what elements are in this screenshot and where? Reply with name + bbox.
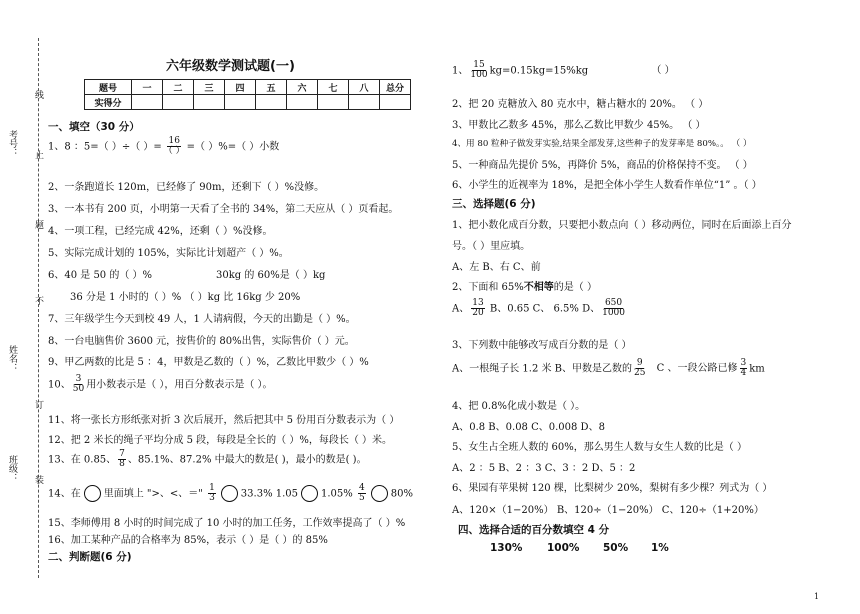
s3-question-6: 6、果园有苹果树 120 棵，比梨树少 20%，梨树有多少棵？列式为（ ）	[452, 483, 773, 494]
fraction	[208, 484, 216, 504]
denominator: 50	[72, 384, 85, 395]
score-table	[84, 79, 411, 110]
fraction	[634, 359, 645, 379]
s3-question-1b: 号。（ ）里应填。	[452, 241, 531, 252]
q-text: 的是（ ）	[553, 282, 597, 293]
score-cell: 一	[132, 80, 163, 95]
denominator: 20	[472, 308, 484, 319]
denominator: 25	[634, 368, 646, 379]
s3-question-2	[452, 278, 597, 293]
s1-question-6a: 6、40 是 50 的（ ）%	[48, 270, 153, 281]
s4-option: 1%	[651, 542, 669, 554]
score-input-cell[interactable]	[380, 95, 411, 110]
q-text: A、	[452, 303, 470, 315]
score-input-cell[interactable]	[225, 95, 256, 110]
binding-dashed-line	[38, 38, 39, 578]
q-text: C 、一段公路已修	[656, 363, 738, 375]
score-input-cell[interactable]	[194, 95, 225, 110]
score-table-score-row	[85, 95, 411, 110]
answer-circle[interactable]	[371, 485, 388, 502]
q-text: 1.05%	[321, 488, 353, 500]
numerator: 7	[119, 449, 125, 459]
q-text: 里面填上 ">、<、＝"	[103, 488, 203, 500]
page-title: 六年级数学测试题(一)	[166, 59, 295, 74]
fraction	[164, 137, 185, 157]
section-1-heading: 一、填空（30 分）	[48, 121, 140, 133]
score-cell: 七	[318, 80, 349, 95]
numerator: 3	[75, 374, 82, 384]
s1-question-8: 8、一台电脑售价 3600 元，按售价的 80%出售，实际售价（ ）元。	[48, 336, 355, 347]
denominator: （ ）	[163, 146, 185, 157]
denominator: 5	[358, 493, 365, 504]
name-label: 姓名：	[7, 345, 17, 372]
s2-question-6: 6、小学生的近视率为 18%，是把全体小学生人数看作单位“1” 。（ ）	[452, 180, 762, 191]
s3-question-4-options: A、0.8 B、0.08 C、0.008 D、8	[452, 422, 605, 433]
s3-question-6-options: A、120×（1−20%） B、120÷（1−20%） C、120÷（1+20%）	[452, 505, 764, 516]
score-input-cell[interactable]	[318, 95, 349, 110]
s1-question-3: 3、一本书有 200 页，小明第一天看了全书的 34%，第二天应从（ ）页看起。	[48, 204, 399, 215]
section-3-heading: 三、选择题(6 分)	[452, 198, 536, 210]
s1-question-1	[48, 137, 279, 157]
s1-question-9: 9、甲乙两数的比是 5 ：4，甲数是乙数的（ ）%，乙数比甲数少（ ）%	[48, 357, 369, 368]
margin-char-zhi: 止	[33, 150, 43, 159]
q-text: B、0.65 C、 6.5% D、	[486, 303, 601, 315]
q-text: km	[749, 363, 765, 375]
numerator: 650	[604, 298, 623, 308]
score-input-cell[interactable]	[349, 95, 380, 110]
answer-circle[interactable]	[84, 485, 101, 502]
s2-question-5: 5、一种商品先提价 5%，再降价 5%，商品的价格保持不变。 （ ）	[452, 160, 753, 171]
s3-question-4: 4、把 0.8%化成小数是（ ）。	[452, 401, 586, 412]
q-text: 80%	[390, 488, 413, 500]
s3-question-5: 5、女生占全班人数的 60%，那么男生人数与女生人数的比是（ ）	[452, 442, 747, 453]
score-cell: 题号	[85, 80, 132, 95]
margin-char-ti: 题	[33, 220, 43, 229]
s1-question-6b: 30kg 的 60%是（ ）kg	[216, 270, 326, 281]
score-cell: 二	[163, 80, 194, 95]
numerator: 13	[472, 298, 484, 308]
numerator: 3	[740, 358, 747, 368]
margin-char-xian: 线	[33, 90, 43, 99]
s2-question-1	[452, 61, 675, 81]
score-cell: 总分	[380, 80, 411, 95]
q-text: 1、8 ：5=（ ）÷（ ）=	[48, 141, 162, 153]
s1-question-14	[48, 484, 413, 504]
s1-question-12: 12、把 2 米长的绳子平均分成 5 段，每段是全长的（ ）%，每段长（ ）米。	[48, 435, 393, 446]
s3-question-1-options: A、左 B、右 C、前	[452, 262, 541, 273]
s4-option: 130%	[490, 542, 523, 554]
denominator: 8	[119, 459, 125, 470]
q-text: kg=0.15kg=15%kg	[489, 65, 589, 77]
q-text: 10、	[48, 379, 71, 391]
kaohao-label: 考号：	[7, 130, 17, 157]
s1-question-7: 7、三年级学生今天到校 49 人，1 人请病假，今天的出勤是（ ）%。	[48, 314, 356, 325]
s4-option: 50%	[603, 542, 629, 554]
s2-question-3: 3、甲数比乙数多 45%，那么乙数比甲数少 45%。 （ ）	[452, 120, 706, 131]
q-text: 2、下面和 65%	[452, 282, 524, 293]
numerator: 15	[473, 60, 485, 70]
numerator: 16	[168, 136, 180, 146]
numerator: 9	[636, 358, 643, 368]
margin-char-bu: 不	[33, 296, 43, 305]
numerator: 4	[358, 483, 365, 493]
s1-question-6c: 36 分是 1 小时的（ ）% （ ）kg 比 16kg 少 20%	[70, 292, 301, 303]
margin-char-ding: 订	[33, 400, 43, 409]
score-input-cell[interactable]	[256, 95, 287, 110]
s2-question-2: 2、把 20 克糖放入 80 克水中，糖占糖水的 20%。 （ ）	[452, 99, 709, 110]
s1-question-16: 16、加工某种产品的合格率为 85%，表示（ ）是（ ）的 85%	[48, 535, 328, 546]
q-text: 用小数表示是（ ），用百分数表示是（ ）。	[86, 379, 273, 391]
s1-question-4: 4、一项工程，已经完成 42%，还剩（ ）%没修。	[48, 226, 273, 237]
score-cell: 六	[287, 80, 318, 95]
s3-question-3-options	[452, 359, 765, 379]
class-label: 班级：	[7, 455, 17, 482]
q-text: 14、在	[48, 488, 81, 500]
section-4-heading: 四、选择合适的百分数填空 4 分	[458, 524, 610, 536]
score-cell: 三	[194, 80, 225, 95]
s4-option: 100%	[547, 542, 580, 554]
section-2-heading: 二、判断题(6 分)	[48, 551, 132, 563]
q-text: =（ ）%=（ ）小数	[186, 141, 280, 153]
fraction	[471, 299, 484, 319]
denominator: 4	[740, 368, 747, 379]
score-input-cell[interactable]	[287, 95, 318, 110]
score-input-cell[interactable]	[163, 95, 194, 110]
score-cell: 实得分	[85, 95, 132, 110]
s2-question-4: 4、用 80 粒种子做发芽实验,结果全部发芽,这些种子的发芽率是 80%。。 （ ）	[452, 139, 752, 149]
margin-char-zhuang: 装	[33, 475, 43, 484]
s3-question-5-options: A、2 ：5 B、2 ：3 C、3 ：2 D、5 ：2	[452, 463, 636, 474]
page-number: 1	[814, 592, 820, 601]
fraction	[470, 61, 487, 81]
score-cell: 八	[349, 80, 380, 95]
s1-question-13	[48, 450, 367, 470]
s1-question-5: 5、实际完成计划的 105%，实际比计划超产（ ）%。	[48, 248, 289, 259]
s1-question-15: 15、李师傅用 8 小时的时间完成了 10 小时的加工任务，工作效率提高了（ ）%	[48, 518, 406, 529]
s3-question-2-options	[452, 299, 627, 319]
s3-question-1a: 1、把小数化成百分数，只要把小数点向（ ）移动两位，同时在后面添上百分	[452, 220, 792, 231]
q-text: 33.3% 1.05	[240, 488, 299, 500]
s1-question-10	[48, 375, 273, 395]
score-table-header-row	[85, 80, 411, 95]
q-text: A、一根绳子长 1.2 米 B、甲数是乙数的	[452, 363, 633, 375]
s3-question-3: 3、下列数中能够改写成百分数的是（ ）	[452, 340, 632, 351]
q-text: 1、	[452, 65, 469, 77]
binding-margin	[0, 0, 48, 614]
fraction	[358, 484, 366, 504]
q-text: 13、在 0.85、	[48, 454, 117, 466]
denominator: 100	[470, 70, 488, 81]
denominator: 3	[209, 493, 215, 504]
s1-question-11: 11、将一张长方形纸张对折 3 次后展开，然后把其中 5 份用百分数表示为（ ）	[48, 415, 400, 426]
fraction	[602, 299, 625, 319]
answer-circle[interactable]	[221, 485, 238, 502]
q-emphasis: 不相等	[523, 282, 554, 293]
score-input-cell[interactable]	[132, 95, 163, 110]
fraction	[740, 359, 748, 379]
s1-question-2: 2、一条跑道长 120m，已经修了 90m，还剩下（ ）%没修。	[48, 182, 325, 193]
fraction	[118, 450, 126, 470]
score-cell: 四	[225, 80, 256, 95]
q-text: 、85.1%、87.2% 中最大的数是( )，最小的数是( )。	[127, 454, 367, 466]
numerator: 1	[209, 483, 215, 493]
answer-bracket: （ ）	[651, 65, 675, 77]
score-cell: 五	[256, 80, 287, 95]
fraction	[73, 375, 84, 395]
answer-circle[interactable]	[301, 485, 318, 502]
denominator: 1000	[602, 308, 625, 319]
